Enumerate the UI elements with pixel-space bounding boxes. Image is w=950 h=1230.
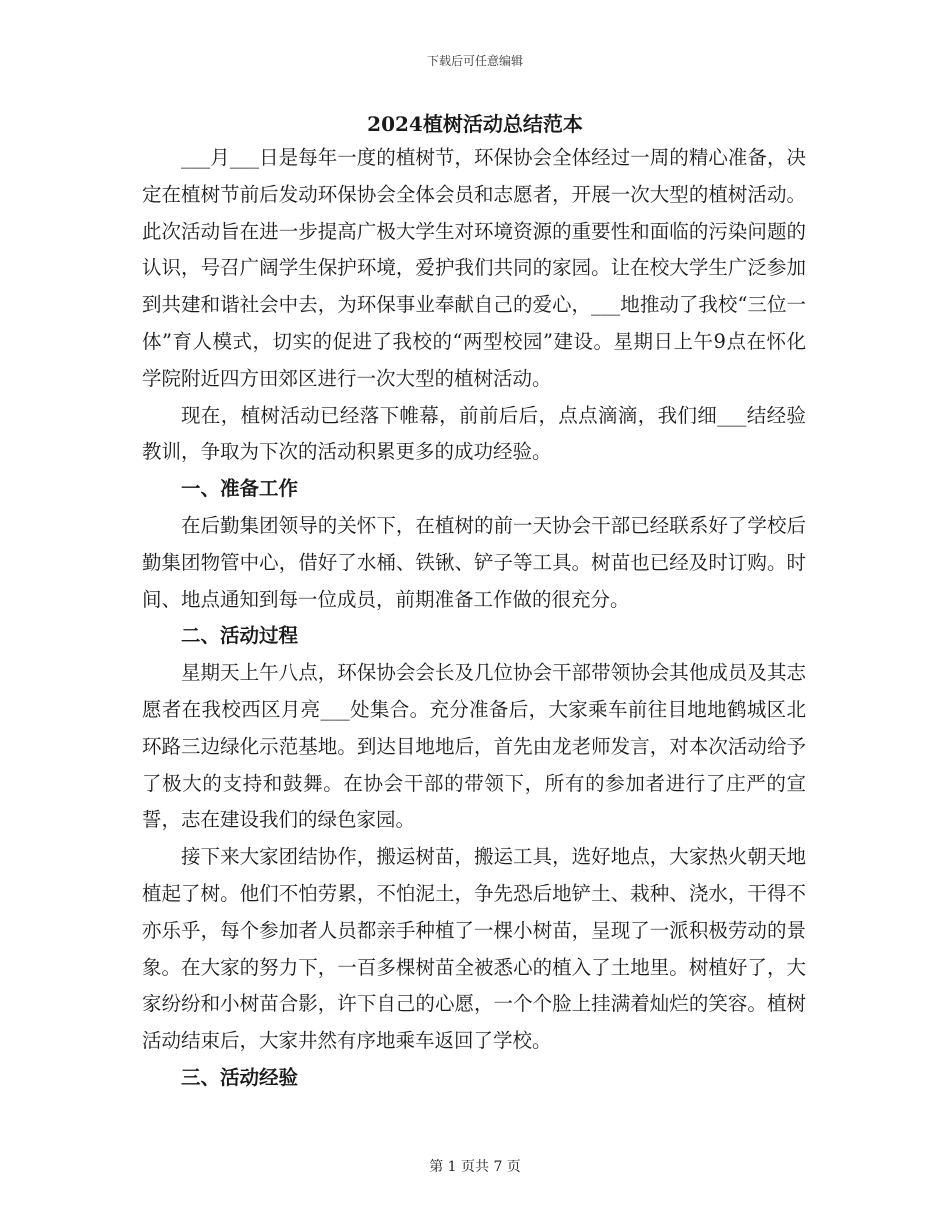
section-heading-preparation: 一、准备工作 <box>181 477 299 501</box>
document-body <box>142 140 806 1097</box>
section-heading-process: 二、活动过程 <box>181 624 299 648</box>
paragraph-preparation: 在后勤集团领导的关怀下，在植树的前一天协会干部已经联系好了学校后勤集团物管中心，借好了水桶、铁锹、铲子等工具。树苗也已经及时订购。时间、地点通知到每一位成员，前期准备工作做的很充分。 <box>142 513 806 611</box>
page-header-note: 下载后可任意编辑 <box>426 54 523 68</box>
document-title: 2024植树活动总结范本 <box>367 112 583 136</box>
paragraph-process-1: 星期天上午八点，环保协会会长及几位协会干部带领协会其他成员及其志愿者在我校西区月亮___处集合。充分准备后，大家乘车前往目地地鹤城区北环路三边绿化示范基地。到达目地地后，首先由龙老师发言，对本次活动给予了极大的支持和鼓舞。在协会干部的带领下，所有的参加者进行了庄严的宣誓，志在建设我们的绿色家园。 <box>142 661 806 832</box>
paragraph-summary: 现在，植树活动已经落下帷幕，前前后后，点点滴滴，我们细___结经验教训，争取为下次的活动积累更多的成功经验。 <box>142 403 806 464</box>
page-number: 第 1 页共 7 页 <box>429 1159 521 1175</box>
section-heading-experience: 三、活动经验 <box>181 1065 299 1089</box>
paragraph-process-2: 接下来大家团结协作，搬运树苗，搬运工具，选好地点，大家热火朝天地植起了树。他们不怕劳累，不怕泥土，争先恐后地铲土、栽种、浇水，干得不亦乐乎，每个参加者人员都亲手种植了一棵小树苗，呈现了一派积极劳动的景象。在大家的努力下，一百多棵树苗全被悉心的植入了土地里。树植好了，大家纷纷和小树苗合影，许下自己的心愿，一个个脸上挂满着灿烂的笑容。植树活动结束后，大家井然有序地乘车返回了学校。 <box>142 845 806 1053</box>
paragraph-intro: ___月___日是每年一度的植树节，环保协会全体经过一周的精心准备，决定在植树节前后发动环保协会全体会员和志愿者，开展一次大型的植树活动。此次活动旨在进一步提高广极大学生对环境资源的重要性和面临的污染问题的认识，号召广阔学生保护环境，爱护我们共同的家园。让在校大学生广泛参加到共建和谐社会中去，为环保事业奉献自己的爱心，___地推动了我校“三位一体”育人模式，切实的促进了我校的“两型校园”建设。星期日上午9点在怀化学院附近四方田郊区进行一次大型的植树活动。 <box>142 146 806 390</box>
